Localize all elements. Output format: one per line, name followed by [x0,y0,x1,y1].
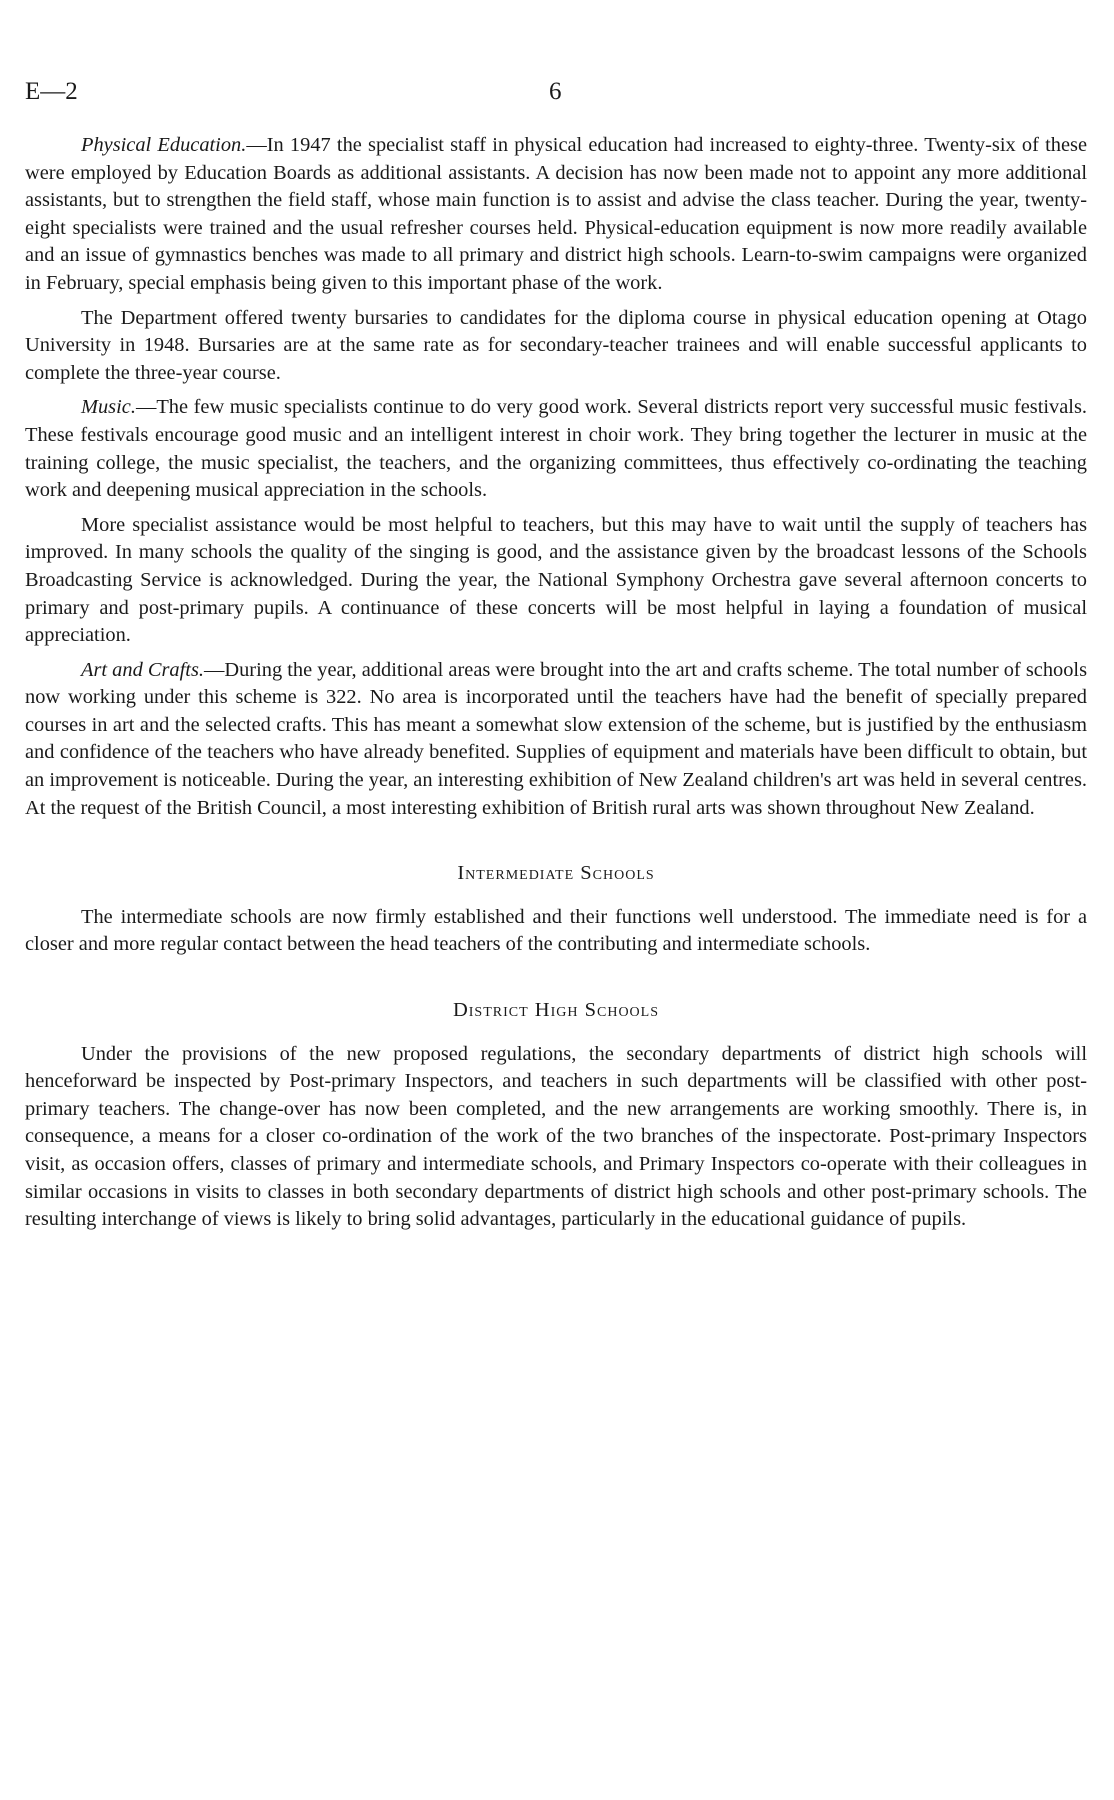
music-text: —The few music specialists continue to do very good work. Several districts report very successful music festivals. These festivals encourage good music and an intelligent interest in choir work. They bring together the lecturer in music at the training college, the music specialist, the teachers, and the organizing committees, thus effectively co-ordinating the teaching work and deepening musical appreciation in the schools. [25,396,1087,502]
music-assistance-paragraph: More specialist assistance would be most helpful to teachers, but this may have to wait until the supply of teachers has improved. In many schools the quality of the singing is good, and the assistance given by the broadcast lessons of the Schools Broadcasting Service is acknowledged. During the year, the National Symphony Orchestra gave several afternoon concerts to primary and post-primary pupils. A continuance of these concerts will be most helpful in laying a foundation of musical appreciation. [25,513,1087,647]
physical-education-text: —In 1947 the specialist staff in physical education had increased to eighty-three. Twenty-six of these were employed by Education Boards as additional assistants. A decision has now been made not to appoint any more additional assistants, but to strengthen the field staff, whose main function is to assist and advise the class teacher. During the year, twenty-eight specialists were trained and the usual refresher courses held. Physical-education equipment is now more readily available and an issue of gymnastics benches was made to all primary and district high schools. Learn-to-swim campaigns were organized in February, special emphasis being given to this important phase of the work. [25,134,1087,294]
document-page [25,78,1087,1241]
intermediate-schools-paragraph: The intermediate schools are now firmly established and their functions well understood. The immediate need is for a closer and more regular contact between the head teachers of the contributing and intermediate schools. [25,905,1087,956]
district-high-schools-paragraph: Under the provisions of the new proposed regulations, the secondary departments of district high schools will henceforward be inspected by Post-primary Inspectors, and teachers in such departments will be classified with other post-primary teachers. The change-over has now been completed, and the new arrangements are working smoothly. There is, in consequence, a means for a closer co-ordination of the work of the two branches of the inspectorate. Post-primary Inspectors visit, as occasion offers, classes of primary and intermediate schools, and Primary Inspectors co-operate with their colleagues in similar occasions in visits to classes in both secondary departments of district high schools and other post-primary schools. The resulting interchange of views is likely to bring solid advantages, particularly in the educational guidance of pupils. [25,1042,1087,1231]
document-body [25,132,1087,1234]
art-crafts-text: —During the year, additional areas were brought into the art and crafts scheme. The total number of schools now working under this scheme is 322. No area is incorporated until the teachers have had the benefit of specially prepared courses in art and the selected crafts. This has meant a somewhat slow extension of the scheme, but is justified by the enthusiasm and confidence of the teachers who have already benefited. Supplies of equipment and materials have been difficult to obtain, but an improvement is noticeable. During the year, an interesting exhibition of New Zealand children's art was held in several centres. At the request of the British Council, a most interesting exhibition of British rural arts was shown throughout New Zealand. [25,658,1088,819]
art-crafts-heading: Art and Crafts. [81,658,204,681]
intermediate-schools-heading: Intermediate Schools [457,862,655,885]
bursaries-paragraph: The Department offered twenty bursaries to candidates for the diploma course in physical education opening at Otago University in 1948. Bursaries are at the same rate as for secondary-teacher trainees and will enable successful applicants to complete the three-year course. [25,306,1087,384]
page-number: 6 [549,78,562,105]
physical-education-paragraph [25,132,1087,298]
music-paragraph [25,394,1087,504]
district-high-schools-heading: District High Schools [452,999,660,1022]
music-heading: Music. [81,396,136,419]
page-header [25,78,1087,118]
physical-education-heading: Physical Education. [81,134,247,156]
document-reference: E—2 [25,78,78,105]
art-crafts-paragraph [25,657,1087,823]
